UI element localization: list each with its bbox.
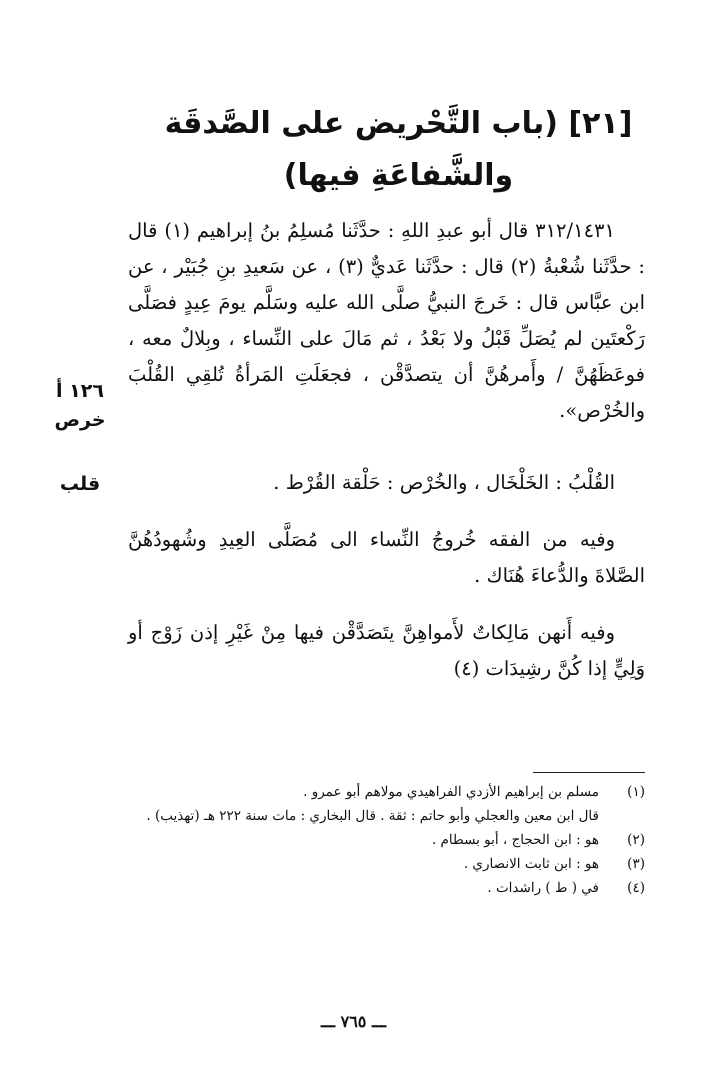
- footnote-divider: [533, 772, 645, 773]
- footnote-item: [128, 828, 645, 852]
- footnote-item: [128, 780, 645, 804]
- footnote-number: (٢): [627, 832, 645, 848]
- gloss-paragraph: [128, 465, 645, 501]
- footnote-text: مسلم بن إبراهيم الأزدي الفراهيدي مولاهم أبو عمرو .: [303, 784, 599, 800]
- footnote-text: هو : ابن ثابت الانصاري .: [463, 856, 599, 872]
- fiqh-paragraph-2: [128, 615, 645, 687]
- fiqh-paragraph-1: [128, 522, 645, 594]
- footnote-text: في ( ط ) راشدات .: [487, 880, 599, 896]
- margin-keyword-kharas: خرص: [54, 409, 106, 431]
- gloss-text: القُلْبُ : الخَلْخَال ، والخُرْص : حَلْقة القُرْط .: [273, 471, 615, 494]
- footnote-item: [128, 804, 645, 828]
- footnote-number: (٤): [627, 880, 645, 896]
- margin-folio-marker: ١٢٦ أ: [56, 380, 104, 402]
- footnote-item: [128, 852, 645, 876]
- footnote-text: قال ابن معين والعجلي وأبو حاتم : ثقة . قال البخاري : مات سنة ٢٢٢ هـ (تهذيب) .: [146, 808, 599, 824]
- footnote-text: هو : ابن الحجاج ، أبو بسطام .: [431, 832, 599, 848]
- fiqh-text-2: وفيه أَنهن مَالِكاتٌ لأَمواهِنَّ يتَصَدَّقْن فيها مِنْ غَيْرِ إذن زَوْج أو وَلِيٍّ إذا كُنَّ رشِيدَات (٤): [128, 621, 645, 680]
- page-number: ـــ ٧٦٥ ـــ: [320, 1012, 387, 1031]
- chapter-title: [٢١] (باب التَّحْريض على الصَّدقَة والشَّفاعَةِ فيها): [164, 106, 633, 193]
- footnote-number: (١): [627, 784, 645, 800]
- fiqh-text-1: وفيه من الفقه خُروجُ النِّساء الى مُصَلَّى العِيدِ وشُهودُهُنَّ الصَّلاةَ والدُّعاءَ هُنَاك .: [128, 528, 645, 587]
- footnotes: [128, 780, 645, 900]
- footnote-number: [599, 804, 645, 828]
- hadith-text: ٣١٢/١٤٣١ قال أبو عبدِ اللهِ : حدَّثَنا مُسلِمُ بنُ إبراهيم (١) قال : حدَّثَنا شُعْبةُ (٢) قال : حدَّثَنا عَديٌّ (٣) ، عن سَعيدِ بنِ جُبَيْر ، عن ابن عبَّاس قال : خَرجَ النبيُّ صلَّى الله عليه وسَلَّم يومَ عِيدٍ فصَلَّى رَكْعتَين لم يُصَلِّ قَبْلُ ولا بَعْدُ ، ثم مَالَ على النِّساء ، وبِلالٌ معه ، فوعَظَهُنَّ / وأَمرهُنَّ أن يتصدَّقْن ، فجعَلَتِ المَرأةُ تُلقِي القُلْبَ والخُرْص».: [128, 219, 645, 422]
- footnote-number: (٣): [627, 856, 645, 872]
- margin-keyword-qalb: قلب: [59, 473, 101, 495]
- footnote-item: [128, 876, 645, 900]
- hadith-paragraph: [128, 213, 645, 429]
